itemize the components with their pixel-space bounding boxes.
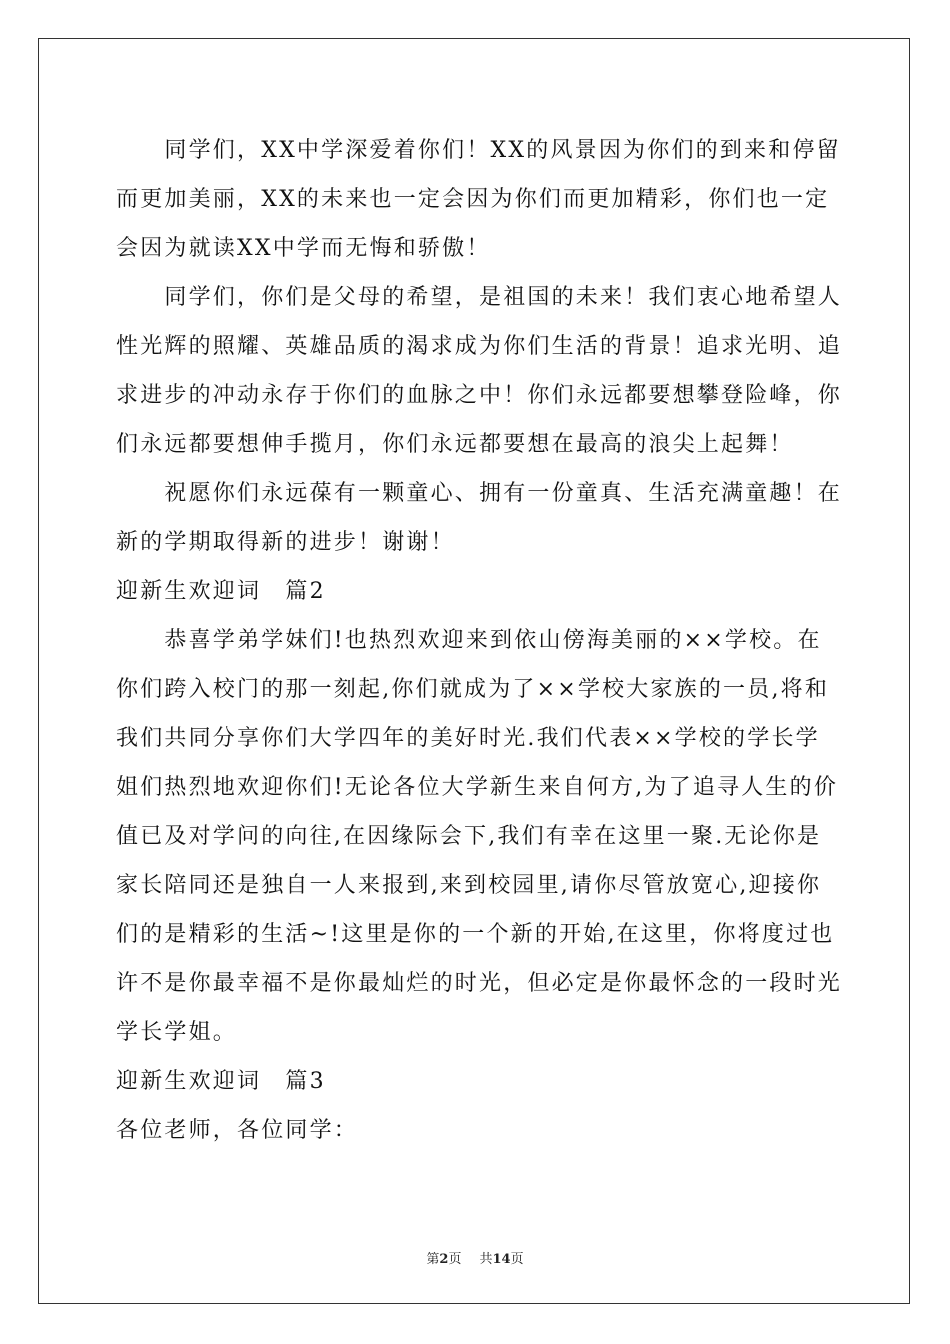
page-total-unit: 页	[510, 1252, 524, 1267]
text-line: 值已及对学问的向往,在因缘际会下,我们有幸在这里一聚.无论你是	[116, 824, 822, 849]
text-line: 我们共同分享你们大学四年的美好时光.我们代表××学校的学长学	[116, 726, 820, 751]
section-heading: 迎新生欢迎词 篇2	[116, 579, 326, 604]
text-line: 求进步的冲动永存于你们的血脉之中！你们永远都要想攀登险峰，你	[116, 383, 843, 408]
page-total: 14	[492, 1252, 511, 1267]
page-number: 2	[439, 1252, 449, 1267]
text-line: 学长学姐。	[116, 1020, 238, 1045]
text-line: 各位老师，各位同学：	[116, 1118, 359, 1143]
text-line: 你们跨入校门的那一刻起,你们就成为了××学校大家族的一员,将和	[116, 677, 830, 702]
text-line: 同学们，XX中学深爱着你们！XX的风景因为你们的到来和停留	[116, 138, 841, 163]
page-border	[38, 38, 910, 1304]
text-line: 许不是你最幸福不是你最灿烂的时光，但必定是你最怀念的一段时光	[116, 971, 843, 996]
text-line: 们的是精彩的生活~!这里是你的一个新的开始,在这里，你将度过也	[116, 922, 835, 947]
text-line: 恭喜学弟学妹们!也热烈欢迎来到依山傍海美丽的××学校。在	[116, 628, 822, 653]
text-line: 性光辉的照耀、英雄品质的渴求成为你们生活的背景！追求光明、追	[116, 334, 843, 359]
text-line: 姐们热烈地欢迎你们!无论各位大学新生来自何方,为了追寻人生的价	[116, 775, 839, 800]
text-line: 同学们，你们是父母的希望，是祖国的未来！我们衷心地希望人	[116, 285, 843, 310]
text-line: 们永远都要想伸手揽月，你们永远都要想在最高的浪尖上起舞！	[116, 432, 794, 457]
page-number-prefix: 第	[426, 1252, 440, 1267]
text-line: 会因为就读XX中学而无悔和骄傲！	[116, 236, 491, 261]
page-number-unit: 页	[448, 1252, 462, 1267]
text-line: 而更加美丽，XX的未来也一定会因为你们而更加精彩，你们也一定	[116, 187, 830, 212]
text-line: 新的学期取得新的进步！谢谢！	[116, 530, 455, 555]
page-total-prefix: 共	[479, 1252, 493, 1267]
page-footer	[0, 1248, 950, 1267]
section-heading: 迎新生欢迎词 篇3	[116, 1069, 326, 1094]
text-line: 家长陪同还是独自一人来报到,来到校园里,请你尽管放宽心,迎接你	[116, 873, 822, 898]
text-line: 祝愿你们永远葆有一颗童心、拥有一份童真、生活充满童趣！在	[116, 481, 843, 506]
